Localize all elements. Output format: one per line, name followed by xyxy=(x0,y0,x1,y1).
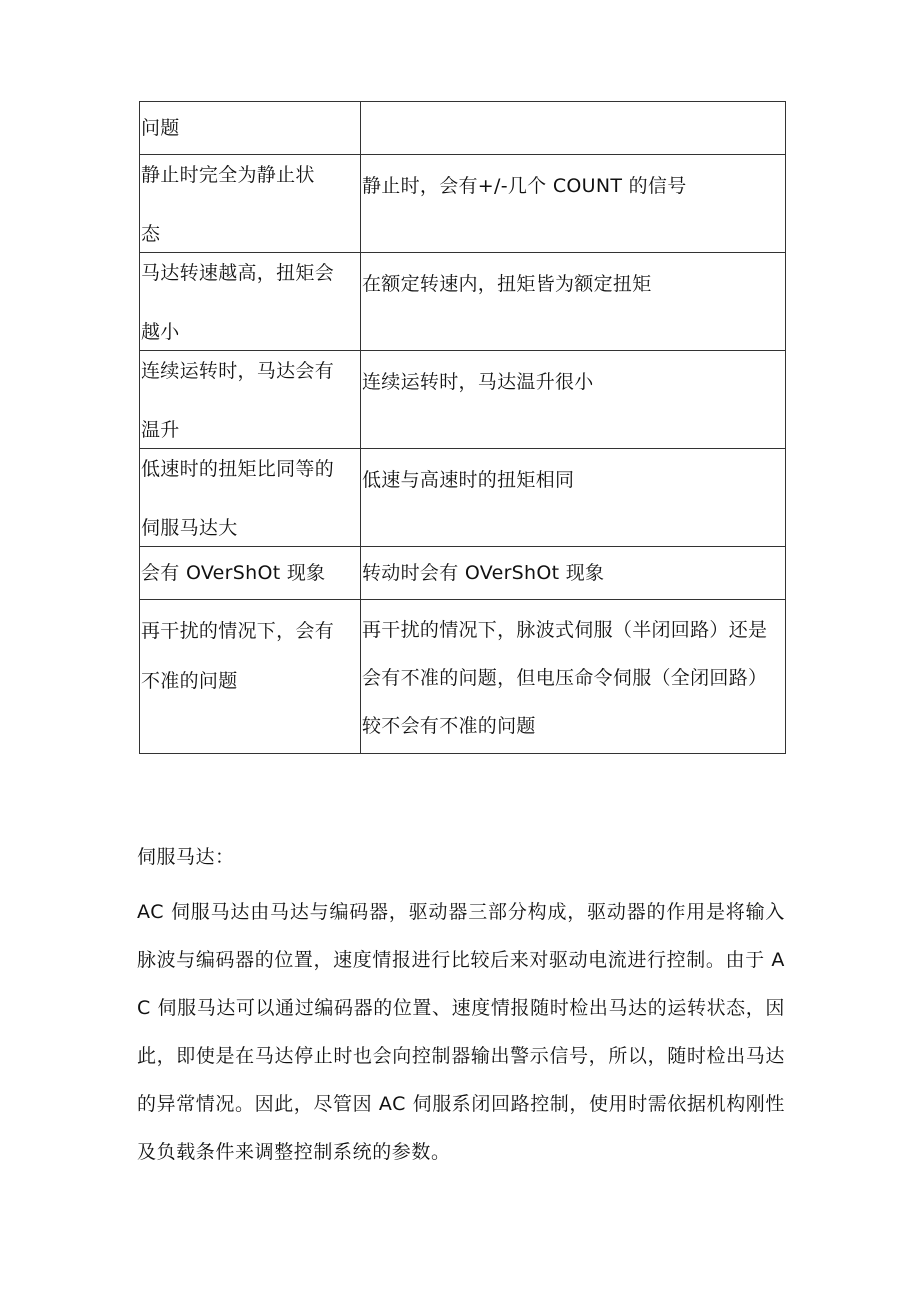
cell-line: 马达转速越高，扭矩会 xyxy=(141,262,335,284)
table-row xyxy=(140,351,786,449)
cell-line: 不准的问题 xyxy=(141,670,238,692)
table-cell-left xyxy=(140,449,361,547)
cell-line: 会有不准的问题，但电压命令伺服（全闭回路） xyxy=(362,667,768,689)
cell-line: 低速时的扭矩比同等的 xyxy=(141,458,335,480)
cell-line: 连续运转时，马达会有 xyxy=(141,360,335,382)
table-row xyxy=(140,600,786,754)
cell-line: 态 xyxy=(141,223,161,245)
table-cell-right: 连续运转时，马达温升很小 xyxy=(361,351,786,449)
table-cell-right: 在额定转速内，扭矩皆为额定扭矩 xyxy=(361,253,786,351)
table-cell-left xyxy=(140,600,361,754)
table-cell-left xyxy=(140,155,361,253)
table-cell-right xyxy=(361,102,786,155)
table-cell-right xyxy=(361,600,786,754)
cell-line: 伺服马达大 xyxy=(141,517,238,539)
table-cell-left: 问题 xyxy=(140,102,361,155)
table-row xyxy=(140,547,786,600)
table-row xyxy=(140,449,786,547)
comparison-table xyxy=(139,101,786,754)
section-paragraph: AC 伺服马达由马达与编码器，驱动器三部分构成，驱动器的作用是将输入脉波与编码器的位置，速度情报进行比较后来对驱动电流进行控制。由于 AC 伺服马达可以通过编码器的位置、速度情报随时检出马达的运转状态，因此，即使是在马达停止时也会向控制器输出警示信号，所以，随时检出马达的异常情况。因此，尽管因 AC 伺服系闭回路控制，使用时需依据机构刚性及负载条件来调整控制系统的参数。 xyxy=(137,901,786,1163)
cell-line: 再干扰的情况下，脉波式伺服（半闭回路）还是 xyxy=(362,619,768,641)
table-cell-right: 低速与高速时的扭矩相同 xyxy=(361,449,786,547)
cell-line: 越小 xyxy=(141,321,180,343)
table-cell-left xyxy=(140,253,361,351)
cell-line: 温升 xyxy=(141,419,180,441)
table-cell-left xyxy=(140,351,361,449)
table-cell-left: 会有 OVerShOt 现象 xyxy=(140,547,361,600)
cell-line: 再干扰的情况下，会有 xyxy=(141,620,335,642)
table-row xyxy=(140,155,786,253)
table-row xyxy=(140,253,786,351)
cell-line: 较不会有不准的问题 xyxy=(362,715,536,737)
table-row xyxy=(140,102,786,155)
cell-line: 静止时完全为静止状 xyxy=(141,164,315,186)
table-cell-right: 静止时，会有+/-几个 COUNT 的信号 xyxy=(361,155,786,253)
table-cell-right: 转动时会有 OVerShOt 现象 xyxy=(361,547,786,600)
section-title: 伺服马达： xyxy=(137,846,235,868)
